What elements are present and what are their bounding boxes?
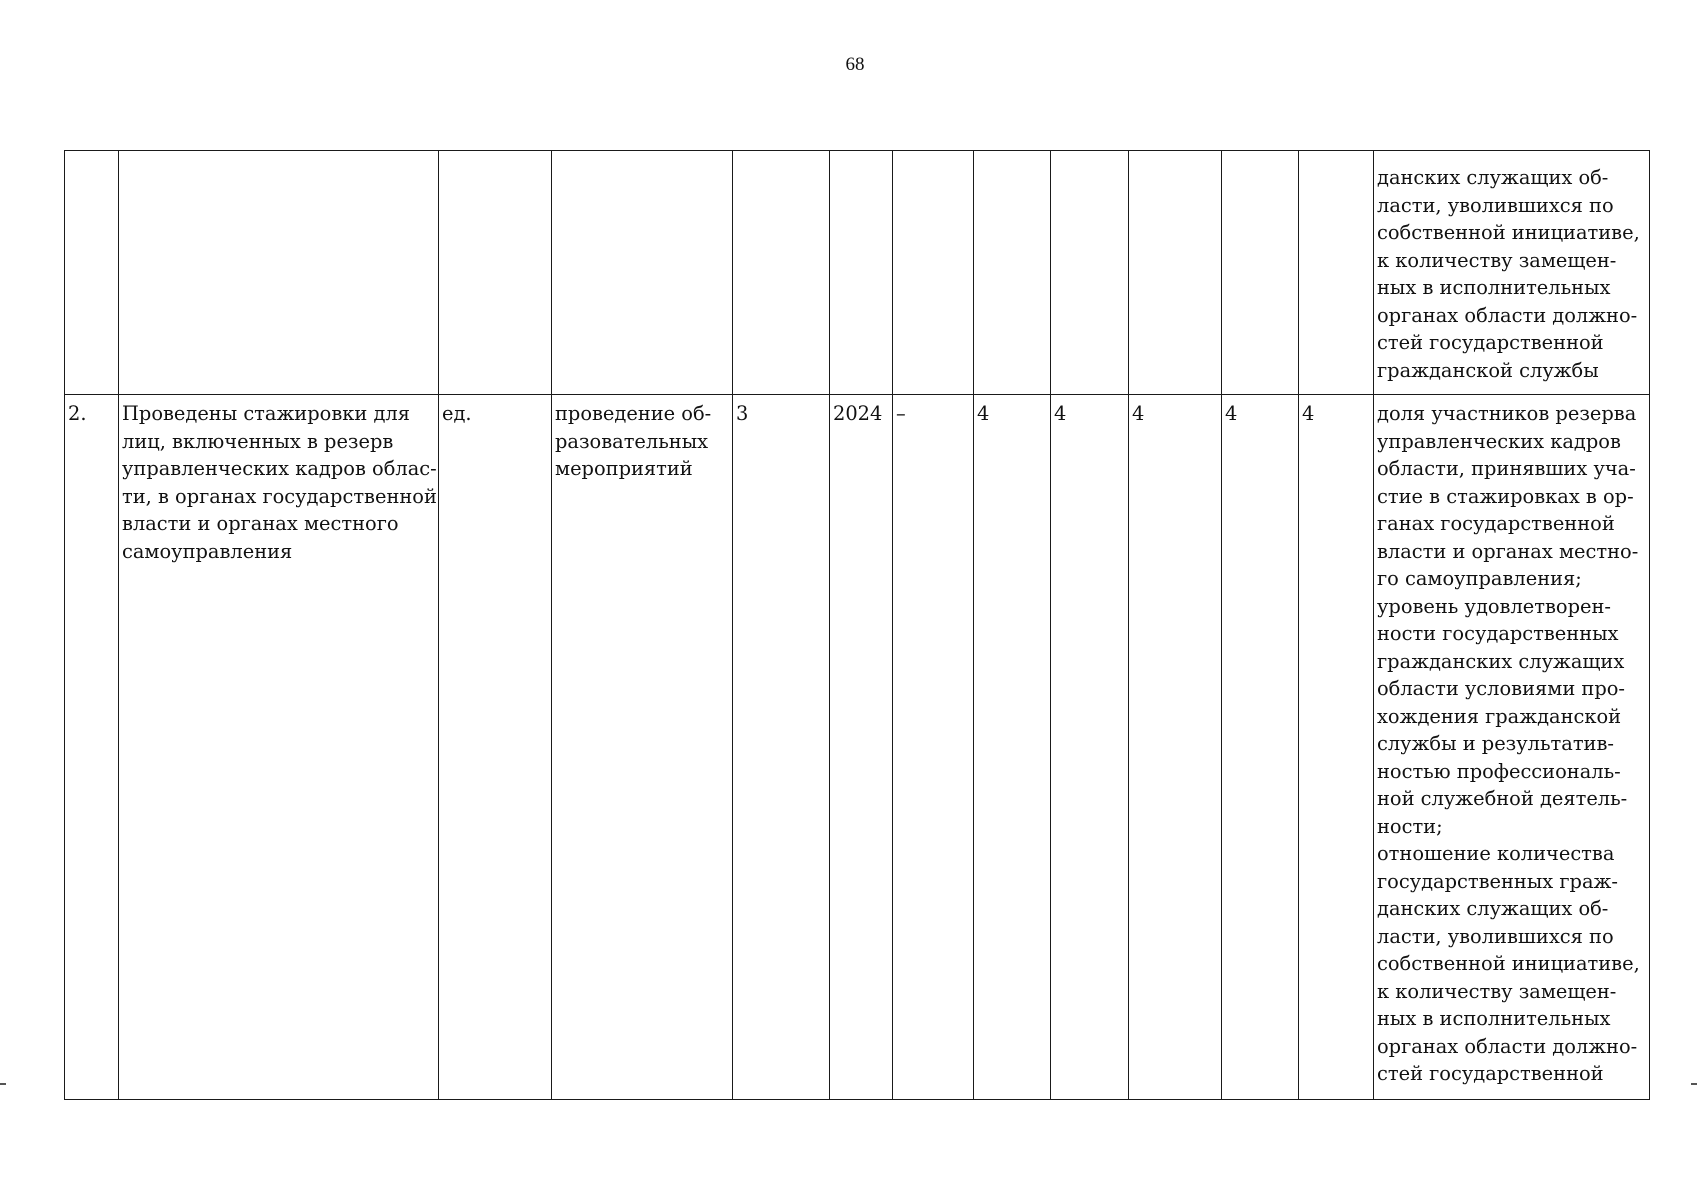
scan-margin-mark (1691, 1083, 1697, 1085)
text-line: ных в исполнительных (1377, 276, 1611, 299)
text-line: стей государственной (1377, 331, 1604, 354)
text-line: ностью профессиональ- (1377, 759, 1621, 783)
text-line: гражданской службы (1377, 358, 1599, 382)
cell-base-year (830, 151, 893, 395)
text-line: данских служащих об- (1377, 897, 1609, 920)
cell-unit: ед. (439, 395, 552, 1100)
scan-margin-mark (0, 1083, 6, 1085)
cell-col8 (974, 151, 1051, 395)
cell-number (65, 151, 119, 395)
text-line: собственной инициативе, (1377, 952, 1640, 975)
cell-col10 (1129, 151, 1222, 395)
text-line: го самоуправления; (1377, 567, 1582, 590)
text-line: разовательных (555, 429, 709, 453)
text-line: органах области должно- (1377, 303, 1638, 327)
text-line: ной служебной деятель- (1377, 787, 1628, 810)
text-line: отношение количества (1377, 842, 1615, 865)
cell-col12: 4 (1299, 395, 1374, 1100)
text-line: лиц, включенных в резерв (122, 429, 394, 453)
cell-col11 (1222, 151, 1299, 395)
text-line: власти и органах местного (122, 512, 399, 535)
cell-indicators (1374, 395, 1650, 1100)
cell-result (119, 151, 439, 395)
cell-base-year: 2024 (830, 395, 893, 1100)
text-line: управленческих кадров (1377, 429, 1621, 453)
cell-number: 2. (65, 395, 119, 1100)
cell-base-value (733, 151, 830, 395)
text-line: ласти, уволившихся по (1377, 924, 1614, 948)
text-line: собственной инициативе, (1377, 221, 1640, 244)
cell-col11: 4 (1222, 395, 1299, 1100)
cell-type (552, 151, 733, 395)
table-row (65, 395, 1650, 1100)
text-line: проведение об- (555, 402, 712, 425)
text-line: ных в исполнительных (1377, 1007, 1611, 1030)
text-line: ласти, уволившихся по (1377, 193, 1614, 217)
text-line: доля участников резерва (1377, 402, 1637, 425)
text-line: службы и результатив- (1377, 732, 1614, 755)
cell-type (552, 395, 733, 1100)
text-line: мероприятий (555, 457, 693, 480)
text-line: ти, в органах государственной (122, 484, 437, 508)
text-line: хождения гражданской (1377, 704, 1622, 728)
text-line: стие в стажировках в ор- (1377, 484, 1634, 508)
cell-col7: – (893, 395, 974, 1100)
cell-col12 (1299, 151, 1374, 395)
text-line: ганах государственной (1377, 512, 1615, 535)
text-line: к количеству замещен- (1377, 979, 1617, 1003)
cell-col9: 4 (1051, 395, 1129, 1100)
document-table (64, 150, 1650, 1100)
text-line: данских служащих об- (1377, 166, 1609, 189)
cell-col9 (1051, 151, 1129, 395)
document-table-wrapper (64, 150, 1649, 1100)
text-line: ности государственных (1377, 622, 1619, 645)
cell-unit (439, 151, 552, 395)
text-line: государственных граж- (1377, 869, 1618, 893)
text-line: области условиями про- (1377, 677, 1625, 700)
text-line: уровень удовлетворен- (1377, 594, 1611, 618)
cell-col10: 4 (1129, 395, 1222, 1100)
text-line: Проведены стажировки для (122, 402, 410, 425)
text-line: к количеству замещен- (1377, 248, 1617, 272)
text-line: ности; (1377, 814, 1443, 838)
page-number: 68 (845, 54, 865, 75)
text-line: самоуправления (122, 539, 293, 563)
text-line: власти и органах местно- (1377, 539, 1639, 563)
cell-indicators-continued (1374, 151, 1650, 395)
cell-result (119, 395, 439, 1100)
text-line: стей государственной (1377, 1062, 1604, 1085)
cell-base-value: 3 (733, 395, 830, 1100)
cell-col7 (893, 151, 974, 395)
text-line: гражданских служащих (1377, 649, 1625, 673)
text-line: органах области должно- (1377, 1034, 1638, 1058)
text-line: управленческих кадров облас- (122, 457, 437, 480)
cell-col8: 4 (974, 395, 1051, 1100)
table-row-continued (65, 151, 1650, 395)
text-line: области, принявших уча- (1377, 457, 1636, 480)
